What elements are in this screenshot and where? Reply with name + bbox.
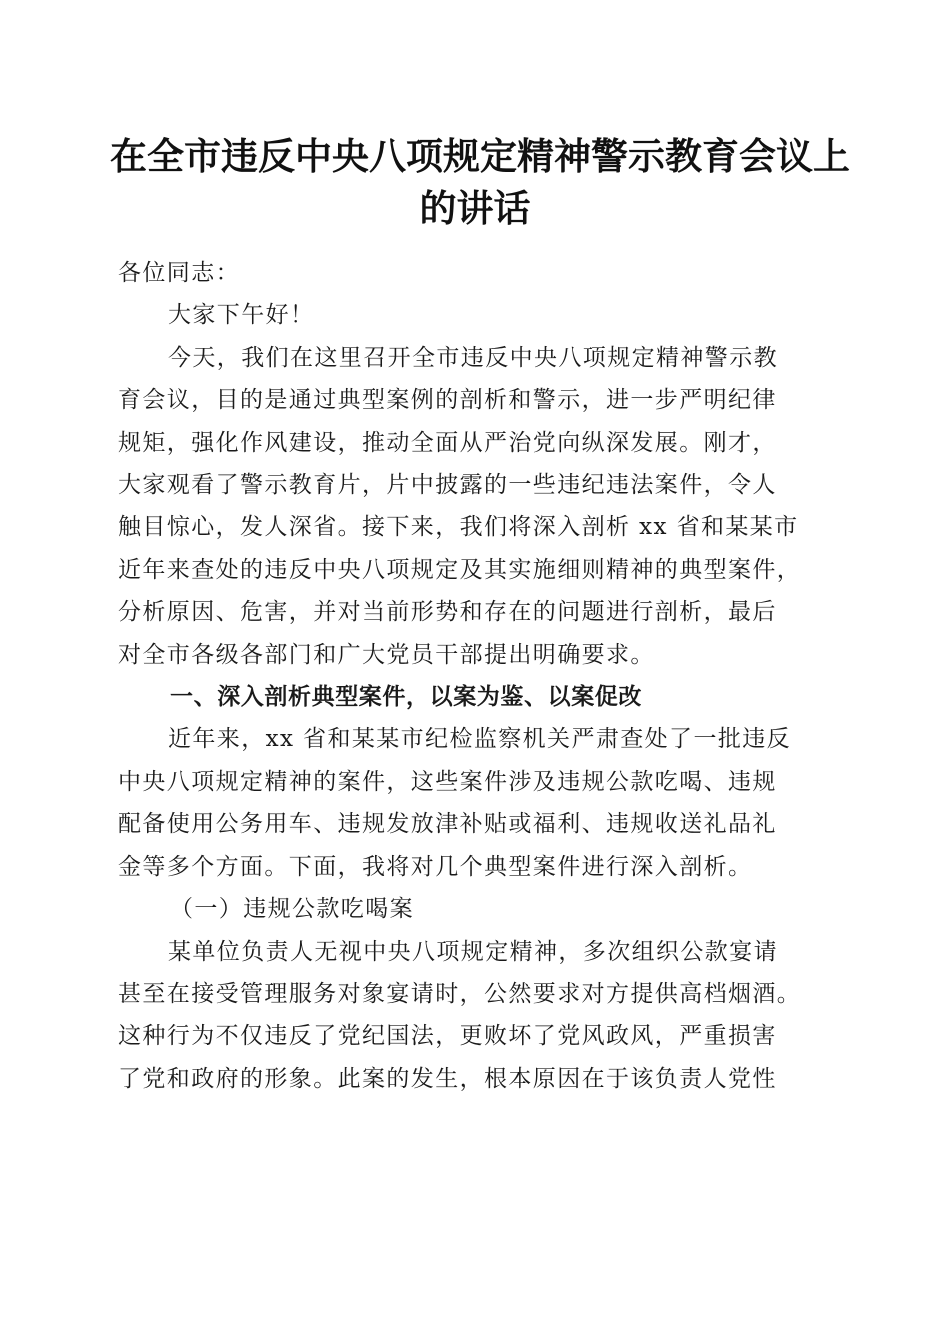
intro-paragraph [118, 337, 838, 676]
paragraph-line: 大家观看了警示教育片，片中披露的一些违纪违法案件，令人 [118, 472, 777, 499]
paragraph-line: 了党和政府的形象。此案的发生，根本原因在于该负责人党性 [118, 1065, 777, 1092]
paragraph-line: 今天，我们在这里召开全市违反中央八项规定精神警示教 [168, 344, 778, 371]
subsection1-paragraph [118, 931, 838, 1101]
salutation: 各位同志： [118, 260, 240, 286]
subsection-heading-1: （一）违规公款吃喝案 [170, 896, 414, 923]
paragraph-line: 对全市各级各部门和广大党员干部提出明确要求。 [118, 641, 655, 668]
document-title [110, 130, 850, 234]
paragraph-line: 中央八项规定精神的案件，这些案件涉及违规公款吃喝、违规 [118, 768, 777, 795]
paragraph-line: 甚至在接受管理服务对象宴请时，公然要求对方提供高档烟酒。 [118, 980, 802, 1007]
section-heading-1: 一、深入剖析典型案件，以案为鉴、以案促改 [170, 684, 642, 711]
paragraph-line: 近年来，xx 省和某某市纪检监察机关严肃查处了一批违反 [168, 726, 792, 753]
greeting: 大家下午好！ [168, 302, 315, 329]
paragraph-line: 配备使用公务用车、违规发放津补贴或福利、违规收送礼品礼 [118, 811, 777, 838]
document-body [118, 252, 838, 1100]
paragraph-line: 某单位负责人无视中央八项规定精神，多次组织公款宴请 [168, 938, 778, 965]
title-line-1: 在全市违反中央八项规定精神警示教育会议上 [110, 134, 850, 178]
paragraph-line: 分析原因、危害，并对当前形势和存在的问题进行剖析，最后 [118, 599, 777, 626]
section1-paragraph [118, 718, 838, 888]
paragraph-line: 触目惊心，发人深省。接下来，我们将深入剖析 xx 省和某某市 [118, 514, 799, 541]
paragraph-line: 金等多个方面。下面，我将对几个典型案件进行深入剖析。 [118, 853, 753, 880]
title-line-2: 的讲话 [419, 186, 531, 230]
paragraph-line: 规矩，强化作风建设，推动全面从严治党向纵深发展。刚才， [118, 429, 777, 456]
paragraph-line: 育会议，目的是通过典型案例的剖析和警示，进一步严明纪律 [118, 387, 777, 414]
paragraph-line: 近年来查处的违反中央八项规定及其实施细则精神的典型案件， [118, 556, 802, 583]
paragraph-line: 这种行为不仅违反了党纪国法，更败坏了党风政风，严重损害 [118, 1023, 777, 1050]
